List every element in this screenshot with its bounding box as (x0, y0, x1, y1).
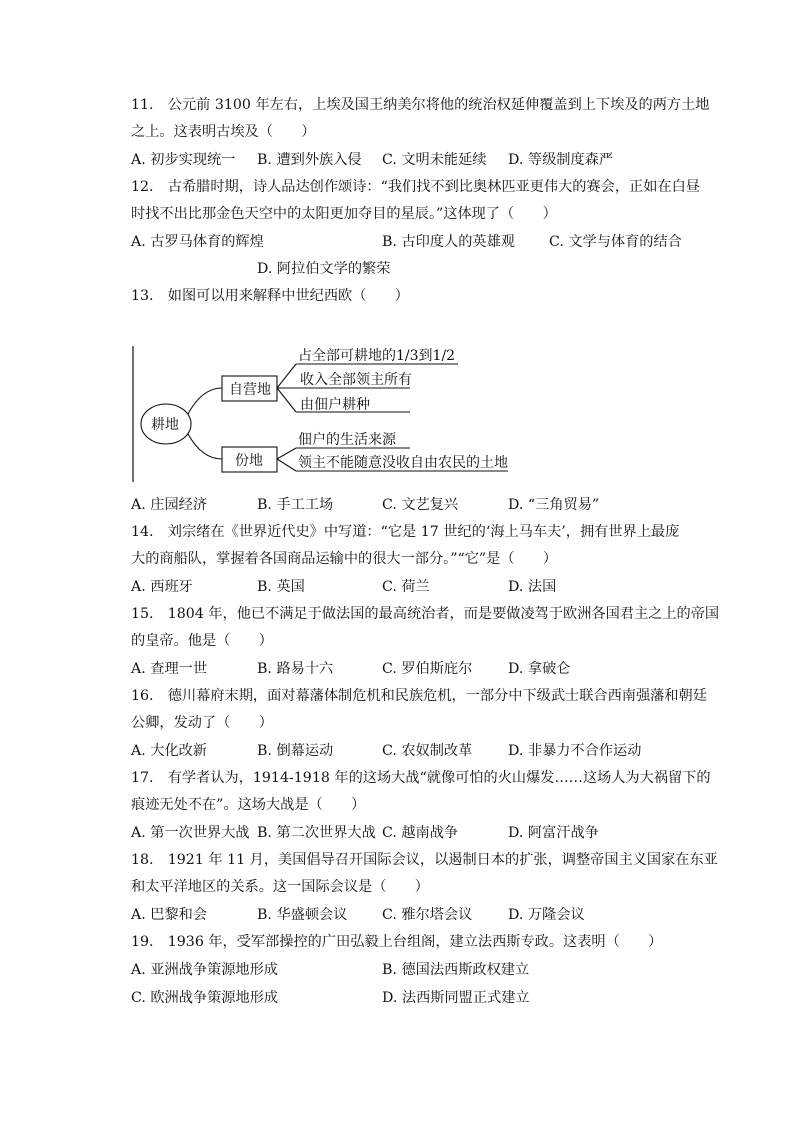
q14-stem-line2: 大的商船队，掌握着各国商品运输中的很大一部分。”“它”是（ ） (131, 551, 558, 567)
q14-option-b: B. 英国 (257, 579, 305, 595)
q16-option-b: B. 倒幕运动 (257, 743, 334, 759)
q16-option-d: D. 非暴力不合作运动 (508, 743, 642, 759)
q17-option-b: B. 第二次世界大战 (257, 825, 376, 841)
q16-stem-line1: 16. 德川幕府末期，面对幕藩体制危机和民族危机，一部分中下级武士联合西南强藩和朝廷 (131, 688, 707, 704)
q15-option-d: D. 拿破仑 (508, 661, 571, 677)
q16-option-c: C. 农奴制改革 (382, 743, 473, 759)
q18-option-b: B. 华盛顿会议 (257, 907, 348, 923)
q17-option-a: A. 第一次世界大战 (131, 825, 250, 841)
q16-stem-line2: 公卿，发动了（ ） (131, 715, 273, 731)
q18-option-c: C. 雅尔塔会议 (382, 907, 473, 923)
q19-option-b: B. 德国法西斯政权建立 (382, 962, 530, 978)
top-branch-label: 自营地 (229, 382, 271, 398)
q12-option-d: D. 阿拉伯文学的繁荣 (257, 261, 391, 277)
bottom-branch-label: 份地 (235, 453, 263, 469)
q11-option-b: B. 遭到外族入侵 (257, 152, 362, 168)
q11-option-d: D. 等级制度森严 (508, 152, 614, 168)
q19-option-a: A. 亚洲战争策源地形成 (131, 962, 278, 978)
q13-option-b: B. 手工工场 (257, 497, 334, 513)
q17-stem-line1: 17. 有学者认为，1914-1918 年的这场大战“就像可怕的火山爆发……这场人为大祸留下的 (131, 770, 711, 786)
q13-option-c: C. 文艺复兴 (382, 497, 459, 513)
q18-stem-line1: 18. 1921 年 11 月，美国倡导召开国际会议，以遏制日本的扩张，调整帝国主义国家在东亚 (131, 852, 718, 868)
top-item-2: 收入全部领主所有 (300, 372, 412, 388)
q11-option-c: C. 文明未能延续 (382, 152, 487, 168)
q18-stem-line2: 和太平洋地区的关系。这一国际会议是（ ） (131, 879, 429, 895)
q15-option-b: B. 路易十六 (257, 661, 334, 677)
q11-option-a: A. 初步实现统一 (131, 152, 236, 168)
q13-option-a: A. 庄园经济 (131, 497, 208, 513)
q12-stem-line1: 12. 古希腊时期，诗人品达创作颂诗：“我们找不到比奥林匹亚更伟大的赛会，正如在白昼 (131, 179, 700, 195)
q15-option-c: C. 罗伯斯庇尔 (382, 661, 473, 677)
bottom-item-1: 佃户的生活来源 (298, 432, 396, 448)
q19-option-c: C. 欧洲战争策源地形成 (131, 990, 279, 1006)
q14-option-c: C. 荷兰 (382, 579, 430, 595)
top-item-1: 占全部可耕地的1/3到1/2 (298, 348, 456, 364)
q12-option-b: B. 古印度人的英雄观 (382, 234, 515, 250)
q18-option-a: A. 巴黎和会 (131, 907, 208, 923)
q16-option-a: A. 大化改新 (131, 743, 208, 759)
q15-option-a: A. 查理一世 (131, 661, 208, 677)
q19-stem-line1: 19. 1936 年，受军部操控的广田弘毅上台组阁，建立法西斯专政。这表明（ ） (131, 934, 663, 950)
root-label: 耕地 (151, 417, 179, 433)
q14-option-a: A. 西班牙 (131, 579, 193, 595)
q12-option-a: A. 古罗马体育的辉煌 (131, 234, 264, 250)
q17-stem-line2: 痕迹无处不在”。这场大战是（ ） (131, 797, 366, 813)
q17-option-d: D. 阿富汗战争 (508, 825, 599, 841)
bottom-item-2: 领主不能随意没收自由农民的土地 (298, 455, 508, 471)
farmland-diagram (128, 340, 528, 485)
top-item-3: 由佃户耕种 (300, 397, 370, 413)
q11-stem-line1: 11. 公元前 3100 年左右，上埃及国王纳美尔将他的统治权延伸覆盖到上下埃及的两方土地 (131, 97, 710, 113)
q12-option-c: C. 文学与体育的结合 (549, 234, 682, 250)
q13-option-d: D. “三角贸易” (508, 497, 600, 513)
q12-stem-line2: 时找不出比那金色天空中的太阳更加夺目的星辰。”这体现了（ ） (131, 206, 557, 222)
q18-option-d: D. 万隆会议 (508, 907, 585, 923)
q14-stem-line1: 14. 刘宗绪在《世界近代史》中写道：“它是 17 世纪的‘海上马车夫’，拥有世界上最庞 (131, 524, 680, 540)
q15-stem-line2: 的皇帝。他是（ ） (131, 633, 273, 649)
q13-stem-line1: 13. 如图可以用来解释中世纪西欧（ ） (131, 288, 409, 304)
q17-option-c: C. 越南战争 (382, 825, 459, 841)
q19-option-d: D. 法西斯同盟正式建立 (382, 990, 530, 1006)
q14-option-d: D. 法国 (508, 579, 557, 595)
q15-stem-line1: 15. 1804 年，他已不满足于做法国的最高统治者，而是要做凌驾于欧洲各国君主之上的帝国 (131, 606, 720, 622)
q11-stem-line2: 之上。这表明古埃及（ ） (131, 124, 316, 140)
